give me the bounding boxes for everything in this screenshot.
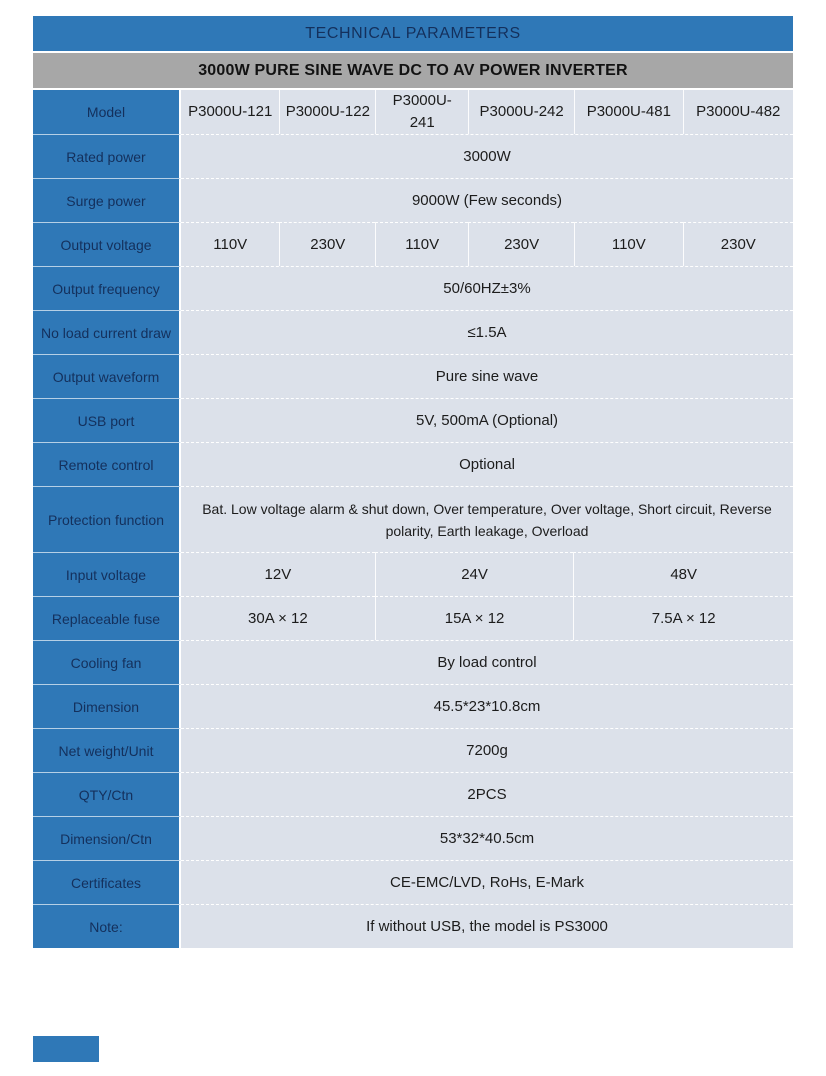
spec-cell: 50/60HZ±3% bbox=[181, 266, 793, 310]
row-label: Output frequency bbox=[33, 266, 181, 310]
spec-cell: P3000U-242 bbox=[468, 90, 574, 134]
row-cells bbox=[181, 354, 793, 398]
row-label: Output waveform bbox=[33, 354, 181, 398]
table-row bbox=[33, 486, 793, 552]
spec-cell: 230V bbox=[468, 222, 574, 266]
table-row bbox=[33, 772, 793, 816]
spec-cell: 9000W (Few seconds) bbox=[181, 178, 793, 222]
row-cells bbox=[181, 552, 793, 596]
spec-cell: Bat. Low voltage alarm & shut down, Over temperature, Over voltage, Short circuit, Reverse polarity, Earth leakage, Overload bbox=[181, 486, 793, 552]
table-row bbox=[33, 684, 793, 728]
spec-cell: 53*32*40.5cm bbox=[181, 816, 793, 860]
spec-cell: 230V bbox=[683, 222, 793, 266]
spec-cell: Optional bbox=[181, 442, 793, 486]
table-row bbox=[33, 266, 793, 310]
spec-cell: 45.5*23*10.8cm bbox=[181, 684, 793, 728]
spec-cell: ≤1.5A bbox=[181, 310, 793, 354]
table-row bbox=[33, 728, 793, 772]
row-cells bbox=[181, 134, 793, 178]
spec-cell: If without USB, the model is PS3000 bbox=[181, 904, 793, 948]
row-label: QTY/Ctn bbox=[33, 772, 181, 816]
spec-cell: CE-EMC/LVD, RoHs, E-Mark bbox=[181, 860, 793, 904]
table-row bbox=[33, 222, 793, 266]
row-label: Dimension bbox=[33, 684, 181, 728]
spec-cell: 110V bbox=[375, 222, 468, 266]
row-label: Model bbox=[33, 90, 181, 134]
row-cells bbox=[181, 728, 793, 772]
spec-cell: 110V bbox=[574, 222, 683, 266]
spec-cell: Pure sine wave bbox=[181, 354, 793, 398]
row-label: Input voltage bbox=[33, 552, 181, 596]
row-label: Replaceable fuse bbox=[33, 596, 181, 640]
row-cells bbox=[181, 596, 793, 640]
table-row bbox=[33, 596, 793, 640]
table-row bbox=[33, 310, 793, 354]
spec-cell: P3000U-241 bbox=[375, 90, 468, 134]
spec-cell: 230V bbox=[279, 222, 375, 266]
spec-cell: P3000U-121 bbox=[181, 90, 279, 134]
row-cells bbox=[181, 310, 793, 354]
spec-cell: 48V bbox=[573, 552, 793, 596]
row-label: Dimension/Ctn bbox=[33, 816, 181, 860]
row-cells bbox=[181, 486, 793, 552]
row-label: Certificates bbox=[33, 860, 181, 904]
row-cells bbox=[181, 684, 793, 728]
row-cells bbox=[181, 398, 793, 442]
row-label: Output voltage bbox=[33, 222, 181, 266]
table-rows bbox=[33, 90, 793, 948]
table-row bbox=[33, 904, 793, 948]
spec-cell: 7.5A × 12 bbox=[573, 596, 793, 640]
table-row bbox=[33, 354, 793, 398]
row-cells bbox=[181, 772, 793, 816]
table-row bbox=[33, 178, 793, 222]
row-cells bbox=[181, 816, 793, 860]
row-cells bbox=[181, 640, 793, 684]
row-label: Protection function bbox=[33, 486, 181, 552]
spec-cell: 2PCS bbox=[181, 772, 793, 816]
row-label: Surge power bbox=[33, 178, 181, 222]
row-label: Rated power bbox=[33, 134, 181, 178]
row-label: No load current draw bbox=[33, 310, 181, 354]
row-label: Cooling fan bbox=[33, 640, 181, 684]
spec-cell: 110V bbox=[181, 222, 279, 266]
spec-cell: 24V bbox=[375, 552, 574, 596]
table-row bbox=[33, 398, 793, 442]
spec-cell: By load control bbox=[181, 640, 793, 684]
spec-cell: 3000W bbox=[181, 134, 793, 178]
spec-cell: 30A × 12 bbox=[181, 596, 375, 640]
table-row bbox=[33, 552, 793, 596]
spec-cell: 7200g bbox=[181, 728, 793, 772]
table-row bbox=[33, 134, 793, 178]
row-label: Remote control bbox=[33, 442, 181, 486]
row-label: USB port bbox=[33, 398, 181, 442]
row-label: Net weight/Unit bbox=[33, 728, 181, 772]
spec-cell: P3000U-482 bbox=[683, 90, 793, 134]
row-cells bbox=[181, 90, 793, 134]
row-cells bbox=[181, 266, 793, 310]
table-row bbox=[33, 90, 793, 134]
table-row bbox=[33, 640, 793, 684]
row-label: Note: bbox=[33, 904, 181, 948]
row-cells bbox=[181, 178, 793, 222]
table-row bbox=[33, 442, 793, 486]
row-cells bbox=[181, 860, 793, 904]
spec-cell: P3000U-481 bbox=[574, 90, 683, 134]
spec-cell: P3000U-122 bbox=[279, 90, 375, 134]
row-cells bbox=[181, 442, 793, 486]
row-cells bbox=[181, 904, 793, 948]
table-row bbox=[33, 816, 793, 860]
spec-table bbox=[33, 16, 793, 948]
table-row bbox=[33, 860, 793, 904]
table-title: TECHNICAL PARAMETERS bbox=[33, 16, 793, 53]
spec-cell: 12V bbox=[181, 552, 375, 596]
spec-cell: 5V, 500mA (Optional) bbox=[181, 398, 793, 442]
spec-cell: 15A × 12 bbox=[375, 596, 574, 640]
row-cells bbox=[181, 222, 793, 266]
table-subtitle: 3000W PURE SINE WAVE DC TO AV POWER INVERTER bbox=[33, 53, 793, 90]
bottom-left-blue-swatch bbox=[33, 1036, 99, 1062]
